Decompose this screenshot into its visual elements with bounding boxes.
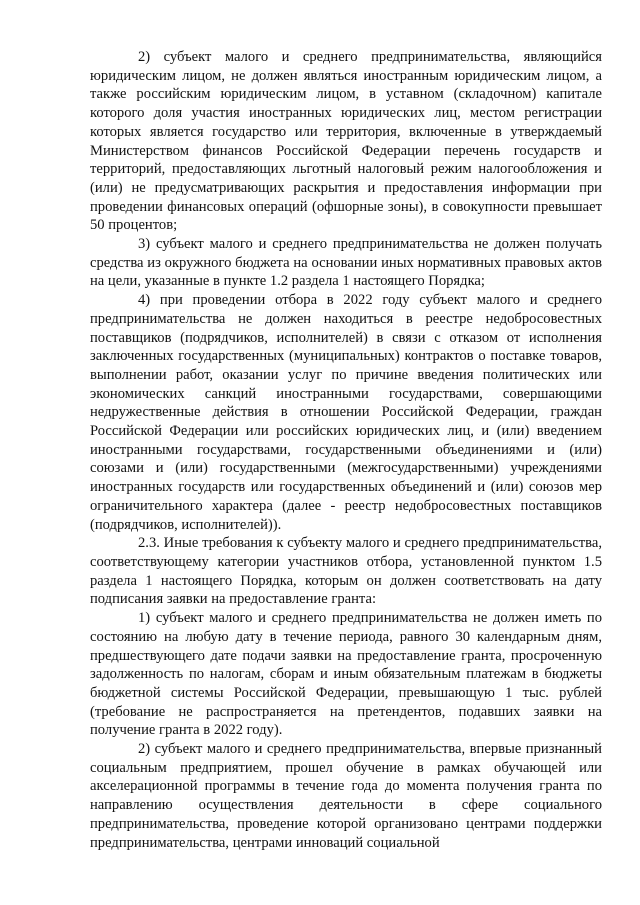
paragraph-requirement-1: 1) субъект малого и среднего предпринимательства не должен иметь по состоянию на любую дату в течение периода, равного 30 календарным дням, предшествующего дате подачи заявки на предоставление гранта, просроченную задолженность по налогам, сборам и иным обязательным платежам в бюджеты бюджетной системы Российской Федерации, превышающую 1 тыс. рублей (требование не распространяется на претендентов, подавших заявки на получение гранта в 2022 году). xyxy=(90,610,602,739)
document-page xyxy=(90,48,602,852)
paragraph-requirement-2: 2) субъект малого и среднего предпринимательства, впервые признанный социальным предприятием, прошел обучение в рамках обучающей или акселерационной программы в течение года до момента получения гранта по направлению осуществления деятельности в сфере социального предпринимательства, проведение которой организовано центрами поддержки предпринимательства, центрами инноваций социальной xyxy=(90,741,602,851)
paragraph-item-3: 3) субъект малого и среднего предпринимательства не должен получать средства из окружного бюджета на основании иных нормативных правовых актов на цели, указанные в пункте 1.2 раздела 1 настоящего Порядка; xyxy=(90,236,602,290)
paragraph-item-2: 2) субъект малого и среднего предпринимательства, являющийся юридическим лицом, не должен являться иностранным юридическим лицом, а также российским юридическим лицом, в уставном (складочном) капитале которого доля участия иностранных юридических лиц, местом регистрации которых является государство или территория, включенные в утверждаемый Министерством финансов Российской Федерации перечень государств и территорий, предоставляющих льготный налоговый режим налогообложения и (или) не предусматривающих раскрытия и предоставления информации при проведении финансовых операций (офшорные зоны), в совокупности превышает 50 процентов; xyxy=(90,49,602,234)
paragraph-section-2-3: 2.3. Иные требования к субъекту малого и среднего предпринимательства, соответствующему категории участников отбора, установленной пунктом 1.5 раздела 1 настоящего Порядка, которым он должен соответствовать на дату подписания заявки на предоставление гранта: xyxy=(90,535,602,608)
paragraph-item-4: 4) при проведении отбора в 2022 году субъект малого и среднего предпринимательства не должен находиться в реестре недобросовестных поставщиков (подрядчиков, исполнителей) в связи с отказом от исполнения заключенных государственных (муниципальных) контрактов о поставке товаров, выполнении работ, оказании услуг по причине введения политических или экономических санкций иностранными государствами, совершающими недружественные действия в отношении Российской Федерации, граждан Российской Федерации или российских юридических лиц, и (или) введением иностранными государствами, государственными объединениями и (или) союзами и (или) государственными (межгосударственными) учреждениями иностранных государств или государственных объединений и (или) союзов мер ограничительного характера (далее - реестр недобросовестных поставщиков (подрядчиков, исполнителей)). xyxy=(90,292,602,533)
